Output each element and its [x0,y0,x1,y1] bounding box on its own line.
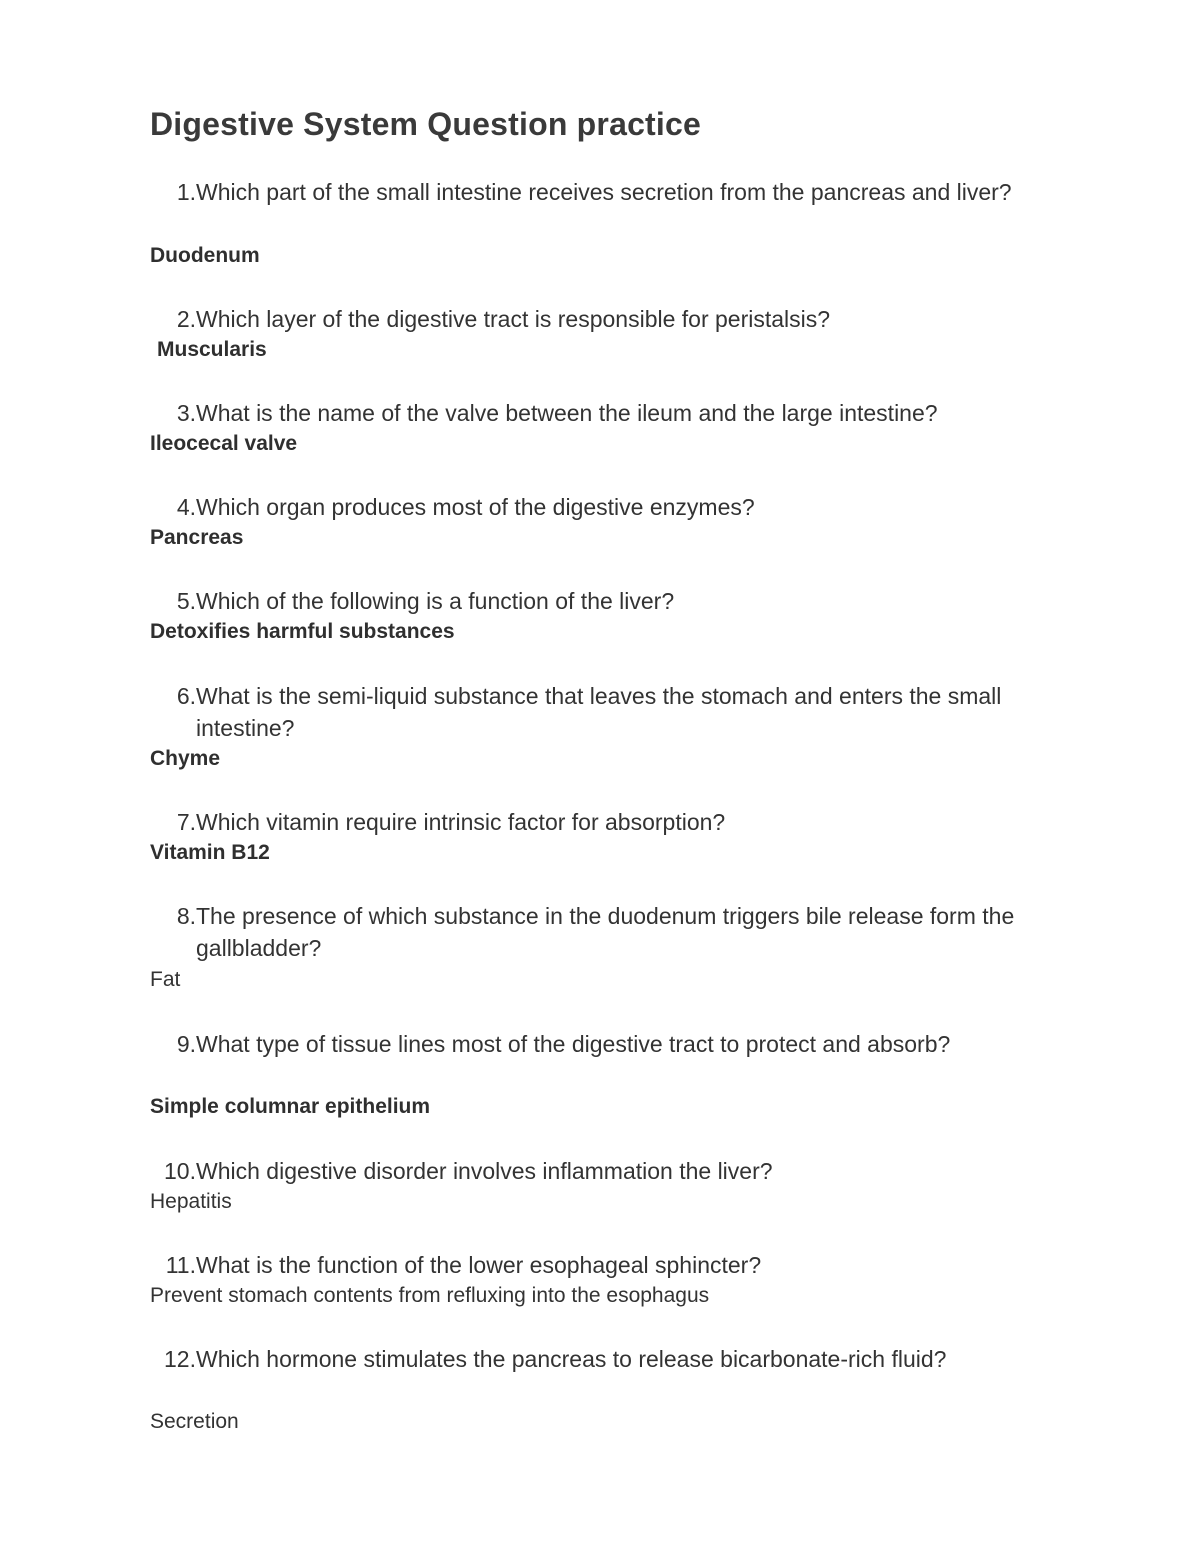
question-3 [150,397,1070,429]
question-number: 6. [176,683,196,709]
question-1 [150,176,1020,208]
answer-8: Fat [150,968,181,991]
question-10 [150,1155,1020,1187]
question-number: 12. [164,1346,196,1372]
question-number: 11. [165,1252,196,1278]
question-number: 3. [176,400,196,426]
answer-10: Hepatitis [150,1190,232,1213]
question-number: 4. [176,494,196,520]
question-text: Which hormone stimulates the pancreas to release bicarbonate-rich fluid? [196,1346,947,1372]
question-text: Which layer of the digestive tract is responsible for peristalsis? [196,306,831,332]
answer-7: Vitamin B12 [150,841,270,864]
answer-12: Secretion [150,1410,239,1433]
question-number: 8. [176,903,196,929]
question-text: What type of tissue lines most of the digestive tract to protect and absorb? [196,1031,951,1057]
question-6 [150,680,1060,744]
question-number: 5. [176,588,196,614]
question-text: The presence of which substance in the duodenum triggers bile release form the gallbladder? [196,903,1015,961]
question-number: 2. [176,306,196,332]
page-title: Digestive System Question practice [150,106,702,142]
question-number: 7. [176,809,196,835]
question-number: 10. [164,1158,196,1184]
question-12 [150,1343,1020,1375]
question-5 [150,585,1020,617]
answer-1: Duodenum [150,244,260,267]
question-text: Which of the following is a function of the liver? [196,588,675,614]
question-8 [150,900,1040,964]
answer-9: Simple columnar epithelium [150,1095,431,1118]
question-text: What is the function of the lower esophageal sphincter? [196,1252,762,1278]
answer-6: Chyme [150,747,221,770]
question-11 [150,1249,1020,1281]
answer-11: Prevent stomach contents from refluxing into the esophagus [150,1284,710,1307]
question-2 [150,303,1020,335]
question-text: Which part of the small intestine receives secretion from the pancreas and liver? [196,179,1012,205]
answer-3: Ileocecal valve [150,432,298,455]
question-number: 9. [176,1031,196,1057]
question-text: Which organ produces most of the digestive enzymes? [196,494,755,520]
answer-5: Detoxifies harmful substances [150,620,455,643]
answer-4: Pancreas [150,526,244,549]
question-text: What is the name of the valve between the ileum and the large intestine? [196,400,938,426]
question-4 [150,491,1020,523]
question-text: Which digestive disorder involves inflammation the liver? [196,1158,773,1184]
question-9 [150,1028,1000,1060]
question-text: Which vitamin require intrinsic factor for absorption? [196,809,726,835]
question-number: 1. [176,179,196,205]
question-text: What is the semi-liquid substance that leaves the stomach and enters the small intestine? [196,683,1002,741]
answer-2: Muscularis [157,338,267,361]
question-7 [150,806,1020,838]
